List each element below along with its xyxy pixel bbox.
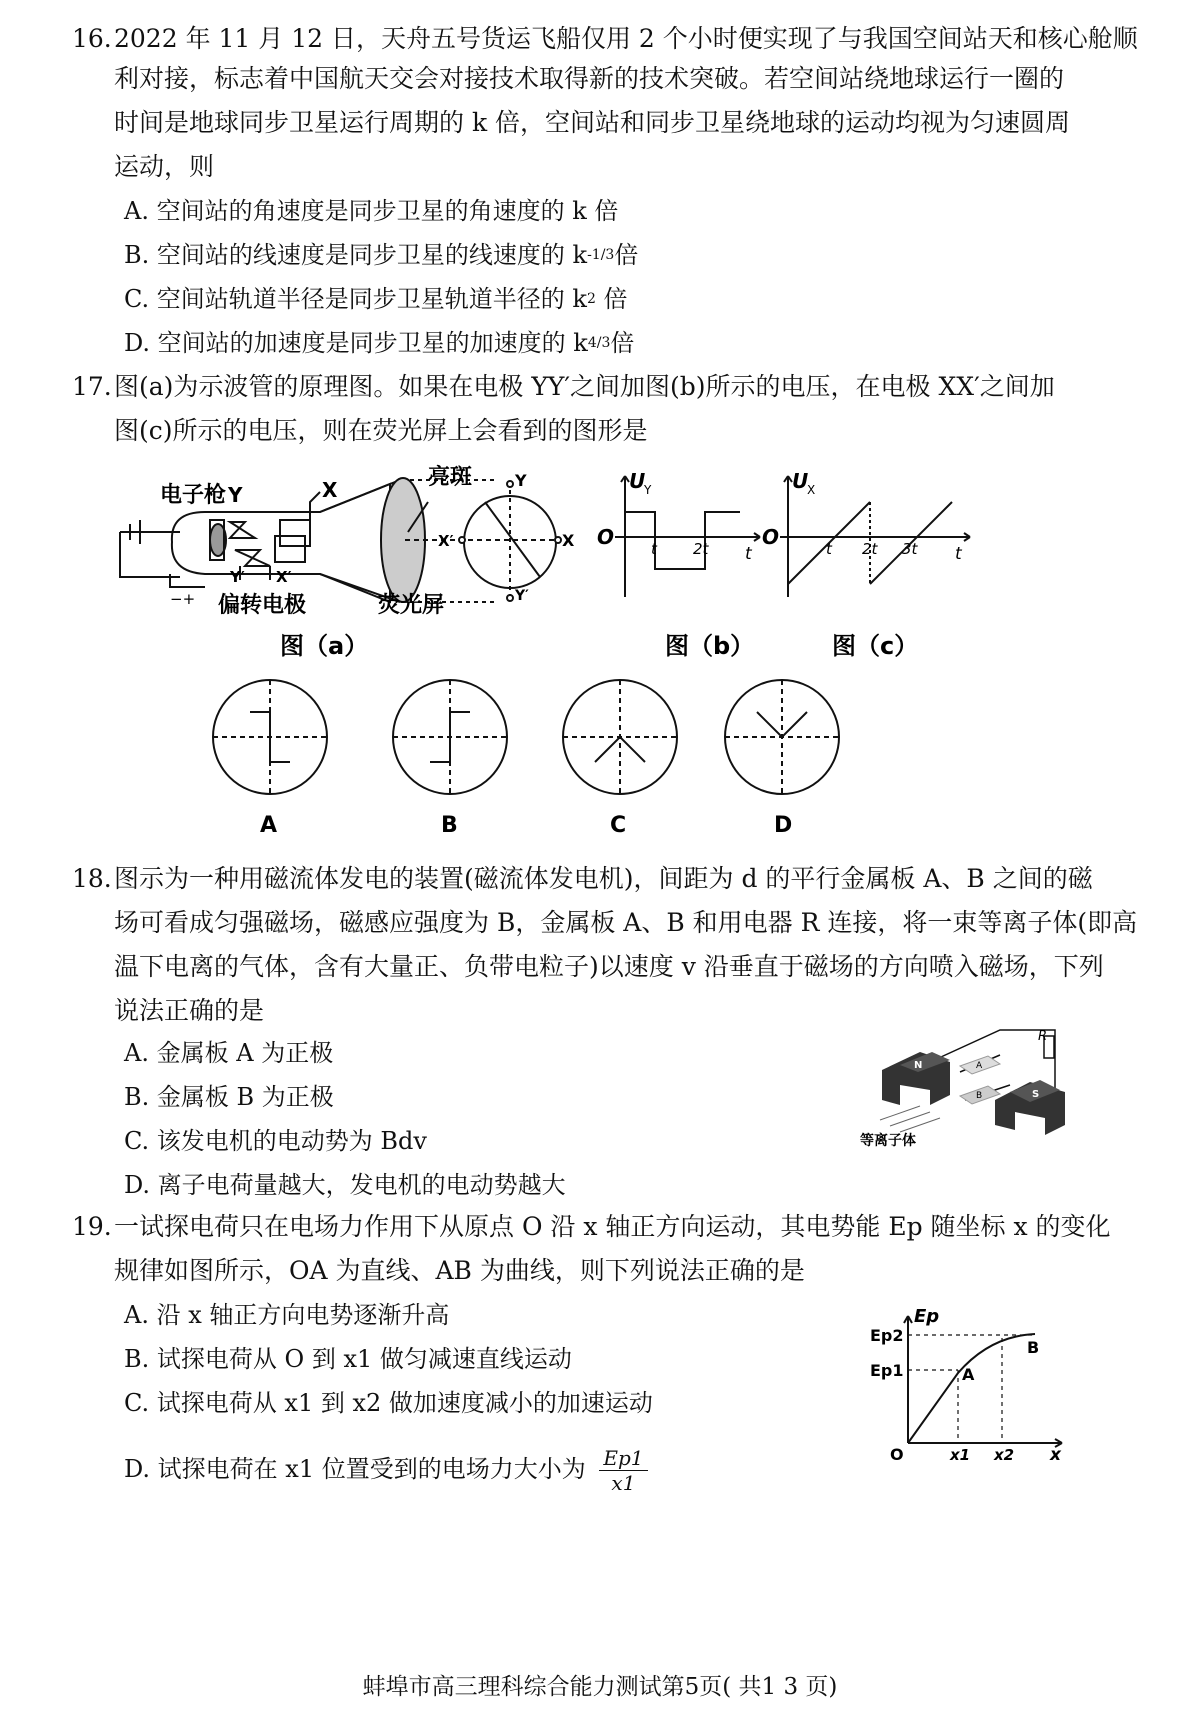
label-x2: x2 <box>994 1446 1015 1464</box>
question-text-line: 一试探电荷只在电场力作用下从原点 O 沿 x 轴正方向运动，其电势能 Ep 随坐标 x 的变化 <box>114 1212 1111 1241</box>
label-point-a: A <box>962 1365 975 1384</box>
option-d[interactable]: D. 空间站的加速度是同步卫星的加速度的 $k^{4/3}$倍 <box>124 329 635 357</box>
label-yp: Y′ <box>230 568 245 586</box>
choice-c-figure <box>563 680 677 794</box>
fraction: $\frac{Ep1}{x1}$ <box>599 1446 647 1495</box>
option-a[interactable]: A. 空间站的角速度是同步卫星的角速度的 k 倍 <box>124 197 619 225</box>
label-plate-a: A <box>976 1061 983 1071</box>
mhd-generator-figure <box>860 1000 1075 1150</box>
graph-c-xlabel: t <box>955 544 962 564</box>
choice-b-figure <box>393 680 507 794</box>
graph-c-origin: O <box>762 525 780 549</box>
ep-curve <box>908 1334 1035 1443</box>
graph-b <box>615 476 760 597</box>
ep-x-graph <box>870 1308 1070 1466</box>
label-ep: Ep <box>914 1308 940 1327</box>
option-c[interactable]: C. 该发电机的电动势为 Bdv <box>124 1127 427 1155</box>
choice-label-b[interactable]: B <box>441 813 458 838</box>
magnet-s <box>995 1080 1065 1135</box>
label-screen-x: X <box>562 531 575 550</box>
graph-c-tick: 2t <box>862 540 878 558</box>
graph-b-ylabel: U <box>629 469 646 493</box>
graph-b-xlabel: t <box>745 544 752 564</box>
question-text-line: 图(a)为示波管的原理图。如果在电极 YY′之间加图(b)所示的电压，在电极 XX′之间加 <box>114 372 1055 401</box>
label-screen: 荧光屏 <box>378 593 445 618</box>
caption-c: 图（c） <box>832 632 919 660</box>
question-text-line: 温下电离的气体，含有大量正、负带电粒子)以速度 v 沿垂直于磁场的方向喷入磁场，下列 <box>114 952 1104 981</box>
label-origin: O <box>890 1445 904 1464</box>
label-s: S <box>1032 1089 1040 1100</box>
graph-c-ylabel: U <box>792 469 809 493</box>
question-text-line: 图示为一种用磁流体发电的装置(磁流体发电机)，间距为 d 的平行金属板 A、B 之间的磁 <box>114 864 1093 893</box>
question-number: 19. <box>72 1212 112 1241</box>
label-gun: 电子枪 <box>160 483 227 508</box>
option-c[interactable]: C. 空间站轨道半径是同步卫星轨道半径的 $k^2$ 倍 <box>124 285 628 313</box>
choice-label-c[interactable]: C <box>610 813 627 838</box>
label-screen-xp: X′ <box>438 532 454 550</box>
question-text-line: 时间是地球同步卫星运行周期的 k 倍，空间站和同步卫星绕地球的运动均视为匀速圆周 <box>114 108 1071 137</box>
label-r: R <box>1038 1029 1048 1044</box>
option-a[interactable]: A. 金属板 A 为正极 <box>124 1039 334 1067</box>
question-text-line: 利对接，标志着中国航天交会对接技术取得新的技术突破。若空间站绕地球运行一圈的 <box>114 64 1065 93</box>
label-plasma: 等离子体 <box>860 1133 916 1149</box>
caption-b: 图（b） <box>665 632 755 660</box>
question-text-line: 图(c)所示的电压，则在荧光屏上会看到的图形是 <box>114 416 648 445</box>
label-minus-plus: −+ <box>170 590 196 608</box>
label-y: Y <box>228 483 243 507</box>
graph-b-origin: O <box>597 525 615 549</box>
option-d[interactable]: D. 试探电荷在 x1 位置受到的电场力大小为 $\frac{Ep1}{x1}$ <box>124 1446 648 1495</box>
question-text-line: 规律如图所示，OA 为直线、AB 为曲线，则下列说法正确的是 <box>114 1256 805 1285</box>
oscilloscope-figure <box>110 462 990 857</box>
question-text-line: 运动，则 <box>114 152 215 181</box>
caption-a: 图（a） <box>280 632 369 660</box>
choice-label-a[interactable]: A <box>260 813 278 838</box>
choice-d-figure <box>725 680 839 794</box>
question-text-line: 场可看成匀强磁场，磁感应强度为 B，金属板 A、B 和用电器 R 连接，将一束等离子体(即高 <box>114 908 1138 937</box>
graph-c-tick: t <box>826 540 832 558</box>
question-number: 17. <box>72 372 112 401</box>
label-screen-y: Y <box>515 471 527 490</box>
label-spot: 亮斑 <box>428 465 473 490</box>
label-xp: X′ <box>276 568 292 586</box>
question-text-line: 2022 年 11 月 12 日，天舟五号货运飞船仅用 2 个小时便实现了与我国空间站天和核心舱顺 <box>114 24 1138 53</box>
label-ep1: Ep1 <box>870 1361 904 1380</box>
label-ep2: Ep2 <box>870 1326 904 1345</box>
label-deflect: 偏转电极 <box>218 593 307 618</box>
graph-c-tick: 3t <box>902 540 918 558</box>
option-b[interactable]: B. 空间站的线速度是同步卫星的线速度的 $k^{-1/3}$倍 <box>124 241 639 269</box>
label-x-axis: x <box>1050 1445 1061 1465</box>
label-x1: x1 <box>950 1446 971 1464</box>
graph-b-ysub: Y <box>644 483 652 497</box>
choice-a-figure <box>213 680 327 794</box>
label-plate-b: B <box>976 1091 983 1101</box>
option-b[interactable]: B. 试探电荷从 O 到 x1 做匀减速直线运动 <box>124 1345 572 1373</box>
label-screen-yp: Y′ <box>515 588 529 604</box>
option-d[interactable]: D. 离子电荷量越大，发电机的电动势越大 <box>124 1171 566 1199</box>
label-point-b: B <box>1027 1338 1040 1357</box>
label-n: N <box>914 1060 923 1071</box>
graph-b-tick: t <box>651 540 657 558</box>
label-x: X <box>322 478 338 502</box>
page-footer: 蚌埠市高三理科综合能力测试第5页( 共1 3 页) <box>362 1674 838 1700</box>
choice-label-d[interactable]: D <box>774 813 793 838</box>
option-a[interactable]: A. 沿 x 轴正方向电势逐渐升高 <box>124 1301 450 1329</box>
option-c[interactable]: C. 试探电荷从 x1 到 x2 做加速度减小的加速运动 <box>124 1389 653 1417</box>
question-text-line: 说法正确的是 <box>114 996 265 1025</box>
graph-c-ysub: X <box>807 483 816 497</box>
graph-b-tick: 2t <box>693 540 709 558</box>
question-number: 16. <box>72 24 112 53</box>
option-b[interactable]: B. 金属板 B 为正极 <box>124 1083 334 1111</box>
question-number: 18. <box>72 864 112 893</box>
